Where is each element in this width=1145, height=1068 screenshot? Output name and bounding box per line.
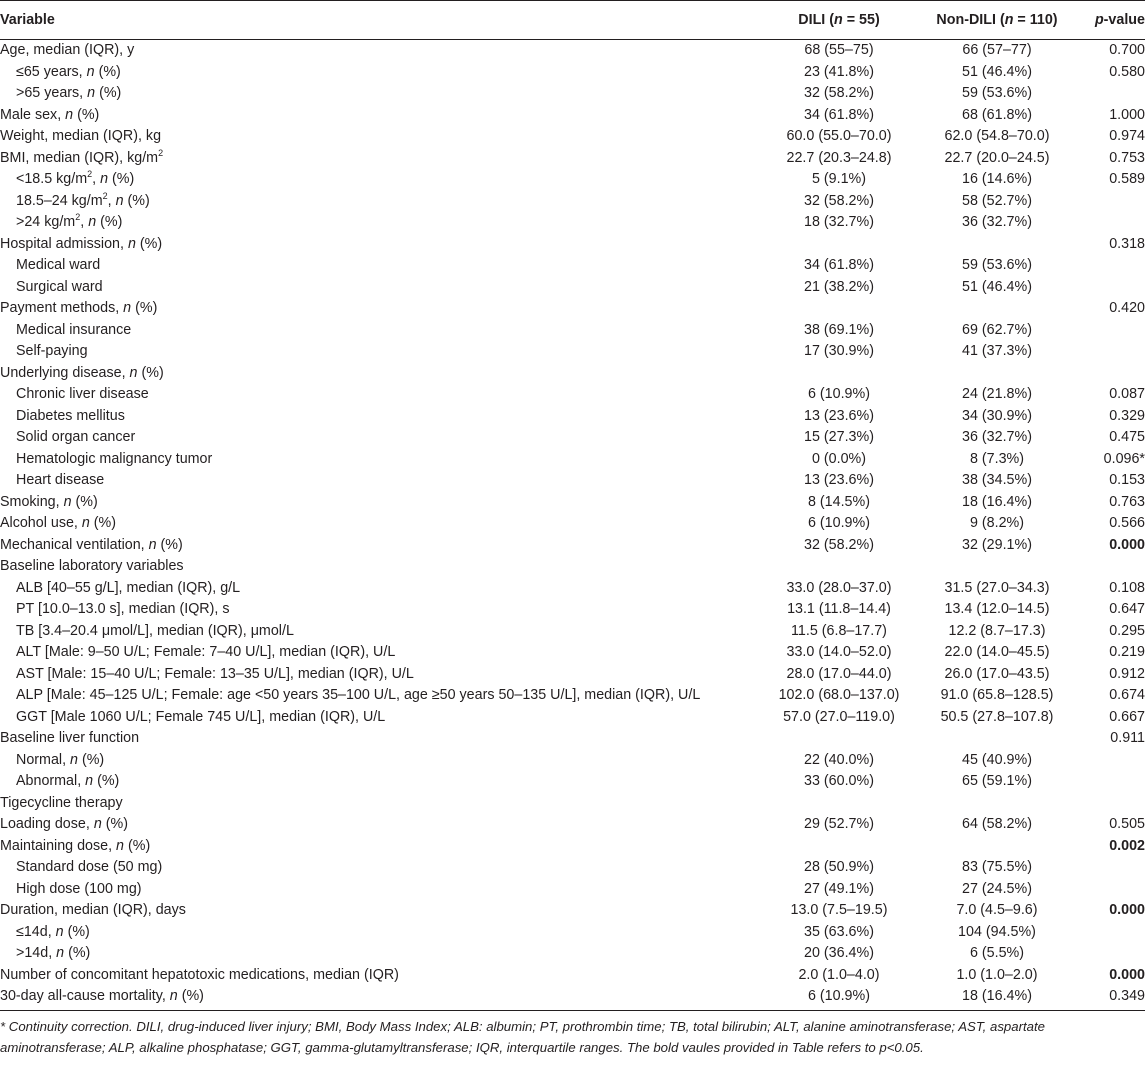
cell-pvalue (1076, 556, 1145, 578)
cell-pvalue: 0.667 (1109, 708, 1145, 725)
cell-pvalue (1076, 922, 1145, 944)
table-row (0, 427, 1145, 449)
cell-pvalue: 0.108 (1109, 579, 1145, 596)
cell-variable: ≤65 years, n (%) (16, 63, 121, 80)
cell-nondili: 13.4 (12.0–14.5) (944, 601, 1050, 617)
table-row (0, 83, 1145, 105)
table-row (0, 62, 1145, 84)
cell-dili (760, 234, 918, 256)
cell-nondili: 12.2 (8.7–17.3) (948, 622, 1046, 639)
cell-nondili: 24 (21.8%) (962, 386, 1032, 402)
cell-nondili: 31.5 (27.0–34.3) (944, 579, 1050, 596)
table-row (0, 707, 1145, 729)
table-row (0, 449, 1145, 471)
cell-variable: Loading dose, n (%) (0, 816, 128, 832)
cell-nondili (918, 793, 1076, 815)
table-row (0, 277, 1145, 299)
cell-nondili: 7.0 (4.5–9.6) (956, 902, 1038, 918)
table-row (0, 105, 1145, 127)
cell-pvalue: 0.318 (1109, 235, 1145, 252)
cell-pvalue: 0.912 (1109, 665, 1145, 682)
table-row (0, 771, 1145, 793)
cell-pvalue: 0.974 (1109, 128, 1145, 144)
cell-dili: 28 (50.9%) (804, 859, 874, 875)
cell-dili (760, 556, 918, 578)
cell-variable: Maintaining dose, n (%) (0, 837, 151, 854)
header-variable: Variable (0, 1, 760, 40)
cell-pvalue (1076, 793, 1145, 815)
cell-pvalue: 0.153 (1109, 472, 1145, 488)
cell-pvalue: 0.000 (1109, 536, 1145, 553)
cell-variable: Baseline laboratory variables (0, 558, 184, 574)
cell-dili: 6 (10.9%) (808, 386, 870, 402)
cell-variable: ALT [Male: 9–50 U/L; Female: 7–40 U/L], median (IQR), U/L (16, 644, 396, 660)
cell-pvalue (1076, 943, 1145, 965)
cell-pvalue: 1.000 (1109, 106, 1145, 123)
cell-pvalue (1076, 212, 1145, 234)
table-row (0, 470, 1145, 492)
cell-pvalue (1076, 857, 1145, 879)
cell-pvalue: 0.753 (1109, 149, 1145, 166)
cell-dili: 29 (52.7%) (804, 816, 874, 832)
table-row (0, 750, 1145, 772)
cell-pvalue: 0.589 (1109, 171, 1145, 187)
cell-pvalue: 0.349 (1076, 986, 1145, 1010)
table-row (0, 384, 1145, 406)
cell-dili: 23 (41.8%) (804, 63, 874, 80)
cell-dili: 2.0 (1.0–4.0) (798, 966, 880, 983)
cell-variable: Standard dose (50 mg) (16, 859, 163, 875)
table-row (0, 642, 1145, 664)
cell-dili: 13 (23.6%) (804, 407, 874, 424)
cell-pvalue (1076, 277, 1145, 299)
table-row (0, 685, 1145, 707)
cell-variable: Surgical ward (16, 278, 103, 295)
cell-dili: 34 (61.8%) (804, 257, 874, 273)
cell-pvalue: 0.647 (1109, 601, 1145, 617)
cell-dili: 57.0 (27.0–119.0) (783, 708, 895, 725)
cell-nondili: 16 (14.6%) (962, 171, 1032, 187)
cell-dili: 5 (9.1%) (811, 171, 867, 187)
cell-dili: 6 (10.9%) (760, 986, 918, 1010)
cell-pvalue (1076, 750, 1145, 772)
cell-pvalue (1076, 255, 1145, 277)
cell-dili: 32 (58.2%) (804, 536, 874, 553)
cell-dili (760, 363, 918, 385)
table-row (0, 599, 1145, 621)
cell-pvalue: 0.475 (1109, 429, 1145, 445)
cell-variable: >14d, n (%) (16, 945, 91, 961)
cell-variable: GGT [Male 1060 U/L; Female 745 U/L], median (IQR), U/L (16, 708, 386, 725)
cell-nondili: 26.0 (17.0–43.5) (944, 665, 1050, 682)
cell-nondili: 50.5 (27.8–107.8) (940, 708, 1054, 725)
table-row (0, 556, 1145, 578)
cell-dili: 33.0 (28.0–37.0) (786, 579, 892, 596)
cell-variable: Chronic liver disease (16, 386, 149, 402)
cell-variable: Self-paying (16, 343, 88, 359)
cell-variable: AST [Male: 15–40 U/L; Female: 13–35 U/L], median (IQR), U/L (16, 665, 414, 682)
cell-nondili: 34 (30.9%) (962, 407, 1032, 424)
cell-pvalue (1076, 320, 1145, 342)
table-row (0, 212, 1145, 234)
cell-variable: Medical ward (16, 257, 101, 273)
cell-pvalue: 0.219 (1109, 644, 1145, 660)
cell-dili (760, 728, 918, 750)
cell-nondili: 32 (29.1%) (962, 536, 1032, 553)
cell-nondili: 18 (16.4%) (918, 986, 1076, 1010)
cell-variable: <18.5 $kg/m^2$, n (%) (16, 169, 135, 187)
cell-dili: 13.1 (11.8–14.4) (787, 601, 891, 617)
cell-dili: 60.0 (55.0–70.0) (786, 128, 892, 144)
table-row (0, 922, 1145, 944)
cell-pvalue: 0.763 (1109, 493, 1145, 510)
table-row (0, 793, 1145, 815)
table-row (0, 126, 1145, 148)
cell-dili: 11.5 (6.8–17.7) (791, 622, 887, 639)
table-row (0, 255, 1145, 277)
cell-dili (760, 793, 918, 815)
table-row (0, 535, 1145, 557)
cell-variable: Underlying disease, n (%) (0, 364, 164, 381)
cell-nondili: 51 (46.4%) (962, 63, 1032, 80)
cell-variable: Abnormal, n (%) (16, 773, 120, 789)
cell-nondili: 62.0 (54.8–70.0) (944, 128, 1050, 144)
cell-nondili: 6 (5.5%) (969, 945, 1025, 961)
table-row (0, 148, 1145, 170)
cell-nondili: 58 (52.7%) (962, 192, 1032, 209)
table-row (0, 298, 1145, 320)
header-nondili-text: Non-DILI (n = 110) (936, 12, 1058, 28)
cell-pvalue (1076, 341, 1145, 363)
header-nondili (918, 1, 1076, 40)
cell-variable: BMI, median (IQR), $kg/m^2$ (0, 147, 164, 166)
cell-nondili (918, 836, 1076, 858)
cell-nondili: 104 (94.5%) (958, 923, 1036, 940)
cell-pvalue: 0.000 (1109, 966, 1145, 983)
cell-variable: Age, median (IQR), y (0, 42, 135, 58)
header-dili-text: DILI (n = 55) (798, 12, 880, 28)
cell-nondili: 9 (8.2%) (969, 515, 1025, 531)
cell-dili (760, 836, 918, 858)
table-row (0, 621, 1145, 643)
cell-nondili: 38 (34.5%) (962, 472, 1032, 488)
cell-dili: 32 (58.2%) (804, 85, 874, 101)
table-row (0, 879, 1145, 901)
cell-nondili: 22.0 (14.0–45.5) (944, 644, 1050, 660)
cell-variable: Hematologic malignancy tumor (16, 450, 213, 467)
table-row (0, 191, 1145, 213)
cell-variable: 18.5–24 $kg/m^2$, n (%) (16, 190, 150, 209)
cell-nondili: 36 (32.7%) (962, 429, 1032, 445)
cell-pvalue: 0.911 (1110, 730, 1145, 746)
header-row (0, 1, 1145, 40)
cell-dili: 18 (32.7%) (804, 214, 874, 230)
cell-variable: ALP [Male: 45–125 U/L; Female: age <50 years 35–100 U/L, age ≥50 years 50–135 U/L], median (IQR), U/L (16, 687, 701, 703)
cell-dili: 8 (14.5%) (808, 493, 870, 510)
table-row (0, 406, 1145, 428)
cell-pvalue: 0.000 (1109, 902, 1145, 918)
cell-variable: 30-day all-cause mortality, n (%) (0, 986, 760, 1010)
cell-variable: Payment methods, n (%) (0, 300, 158, 316)
table-row (0, 578, 1145, 600)
cell-nondili: 69 (62.7%) (962, 321, 1032, 338)
cell-nondili (918, 363, 1076, 385)
cell-nondili: 59 (53.6%) (962, 257, 1032, 273)
cell-nondili: 59 (53.6%) (962, 85, 1032, 101)
cell-dili: 35 (63.6%) (804, 923, 874, 940)
cell-dili: 22.7 (20.3–24.8) (786, 149, 892, 166)
cell-nondili (918, 556, 1076, 578)
cell-dili: 13 (23.6%) (804, 472, 874, 488)
table-row (0, 492, 1145, 514)
cell-pvalue: 0.329 (1109, 407, 1145, 424)
table-row (0, 234, 1145, 256)
cell-variable: TB [3.4–20.4 μmol/L], median (IQR), μmol/L (16, 622, 294, 639)
cell-variable: Tigecycline therapy (0, 794, 123, 811)
cell-variable: Weight, median (IQR), kg (0, 128, 162, 144)
header-pvalue: p-value (1076, 1, 1145, 40)
table-row (0, 986, 1145, 1010)
cell-variable: Heart disease (16, 472, 105, 488)
cell-nondili: 68 (61.8%) (962, 106, 1032, 123)
cell-dili: 6 (10.9%) (808, 515, 870, 531)
cell-nondili: 1.0 (1.0–2.0) (956, 966, 1038, 983)
cell-pvalue (1076, 191, 1145, 213)
cell-dili: 13.0 (7.5–19.5) (790, 902, 888, 918)
cell-nondili: 18 (16.4%) (962, 493, 1032, 510)
cell-dili: 20 (36.4%) (804, 945, 874, 961)
cell-dili (760, 298, 918, 320)
cell-dili: 17 (30.9%) (804, 343, 874, 359)
cell-nondili: 51 (46.4%) (962, 278, 1032, 295)
cell-variable: Normal, n (%) (16, 751, 105, 768)
cell-nondili: 22.7 (20.0–24.5) (944, 149, 1050, 166)
cell-dili: 22 (40.0%) (804, 751, 874, 768)
cell-variable: Duration, median (IQR), days (0, 902, 186, 918)
table-row (0, 169, 1145, 191)
table-body (0, 40, 1145, 1011)
cell-nondili: 8 (7.3%) (969, 450, 1025, 467)
cell-dili: 15 (27.3%) (804, 429, 874, 445)
table-row (0, 320, 1145, 342)
cell-pvalue: 0.566 (1109, 515, 1145, 531)
cell-dili: 28.0 (17.0–44.0) (786, 665, 892, 682)
cell-variable: Male sex, n (%) (0, 106, 100, 123)
cell-dili: 68 (55–75) (804, 42, 874, 58)
table-row (0, 341, 1145, 363)
cell-pvalue (1076, 83, 1145, 105)
table-row (0, 836, 1145, 858)
cell-variable: Diabetes mellitus (16, 407, 125, 424)
cell-pvalue: 0.087 (1109, 386, 1145, 402)
table-row (0, 857, 1145, 879)
cell-nondili: 45 (40.9%) (962, 751, 1032, 768)
cell-nondili: 36 (32.7%) (962, 214, 1032, 230)
cell-dili: 34 (61.8%) (804, 106, 874, 123)
cell-variable: PT [10.0–13.0 s], median (IQR), s (16, 601, 230, 617)
table-row (0, 814, 1145, 836)
cell-nondili: 41 (37.3%) (962, 343, 1032, 359)
cell-pvalue: 0.002 (1109, 837, 1145, 854)
cell-nondili (918, 298, 1076, 320)
cell-pvalue: 0.580 (1109, 63, 1145, 80)
cell-variable: >24 $kg/m^2$, n (%) (16, 212, 123, 230)
cell-variable: High dose (100 mg) (16, 880, 142, 897)
cell-pvalue: 0.674 (1109, 687, 1145, 703)
cell-variable: Hospital admission, n (%) (0, 235, 163, 252)
table-row (0, 728, 1145, 750)
table-row (0, 363, 1145, 385)
cell-dili: 27 (49.1%) (804, 880, 874, 897)
cell-pvalue (1076, 363, 1145, 385)
cell-pvalue: 0.096* (1103, 450, 1145, 467)
cell-nondili: 91.0 (65.8–128.5) (940, 687, 1054, 703)
cell-variable: Number of concomitant hepatotoxic medications, median (IQR) (0, 966, 399, 983)
cell-variable: Mechanical ventilation, n (%) (0, 536, 183, 553)
cell-dili: 38 (69.1%) (804, 321, 874, 338)
cell-dili: 0 (0.0%) (811, 450, 867, 467)
table-row (0, 965, 1145, 987)
cell-nondili: 83 (75.5%) (962, 859, 1032, 875)
cell-dili: 102.0 (68.0–137.0) (778, 687, 900, 703)
cell-dili: 32 (58.2%) (804, 192, 874, 209)
table-row (0, 900, 1145, 922)
cell-nondili (918, 234, 1076, 256)
cell-pvalue (1076, 771, 1145, 793)
cell-variable: ALB [40–55 g/L], median (IQR), g/L (16, 579, 241, 596)
table-row (0, 943, 1145, 965)
cell-pvalue: 0.295 (1109, 622, 1145, 639)
table-footnote: * Continuity correction. DILI, drug-induced liver injury; BMI, Body Mass Index; ALB: albumin; PT, prothrombin time; TB, total bilirubin; ALT, alanine aminotransferase; AST, aspartate aminotransferase; ALP, alkaline phosphatase; GGT, gamma-glutamyltransferase; IQR, interquartile ranges. The bold vaules provided in Table refers to p<0.05. (0, 1019, 1045, 1055)
cell-variable: Medical insurance (16, 321, 132, 338)
cell-variable: Baseline liver function (0, 730, 140, 746)
cell-pvalue: 0.420 (1109, 300, 1145, 316)
header-dili (760, 1, 918, 40)
cell-dili: 33 (60.0%) (804, 773, 874, 789)
cell-variable: Smoking, n (%) (0, 493, 98, 510)
table-row (0, 513, 1145, 535)
cell-nondili (918, 728, 1076, 750)
table-row (0, 664, 1145, 686)
cell-dili: 33.0 (14.0–52.0) (786, 644, 892, 660)
cell-pvalue (1076, 879, 1145, 901)
cell-nondili: 27 (24.5%) (962, 880, 1032, 897)
cell-variable: ≤14d, n (%) (16, 923, 90, 940)
cell-variable: Alcohol use, n (%) (0, 515, 117, 531)
cell-pvalue: 0.700 (1109, 42, 1145, 58)
cell-nondili: 65 (59.1%) (962, 773, 1032, 789)
cell-dili: 21 (38.2%) (804, 278, 874, 295)
cell-pvalue: 0.505 (1109, 816, 1145, 832)
table-row (0, 40, 1145, 62)
cell-variable: >65 years, n (%) (16, 85, 122, 101)
cell-nondili: 64 (58.2%) (962, 816, 1032, 832)
cell-variable: Solid organ cancer (16, 429, 136, 445)
cell-nondili: 66 (57–77) (962, 42, 1032, 58)
